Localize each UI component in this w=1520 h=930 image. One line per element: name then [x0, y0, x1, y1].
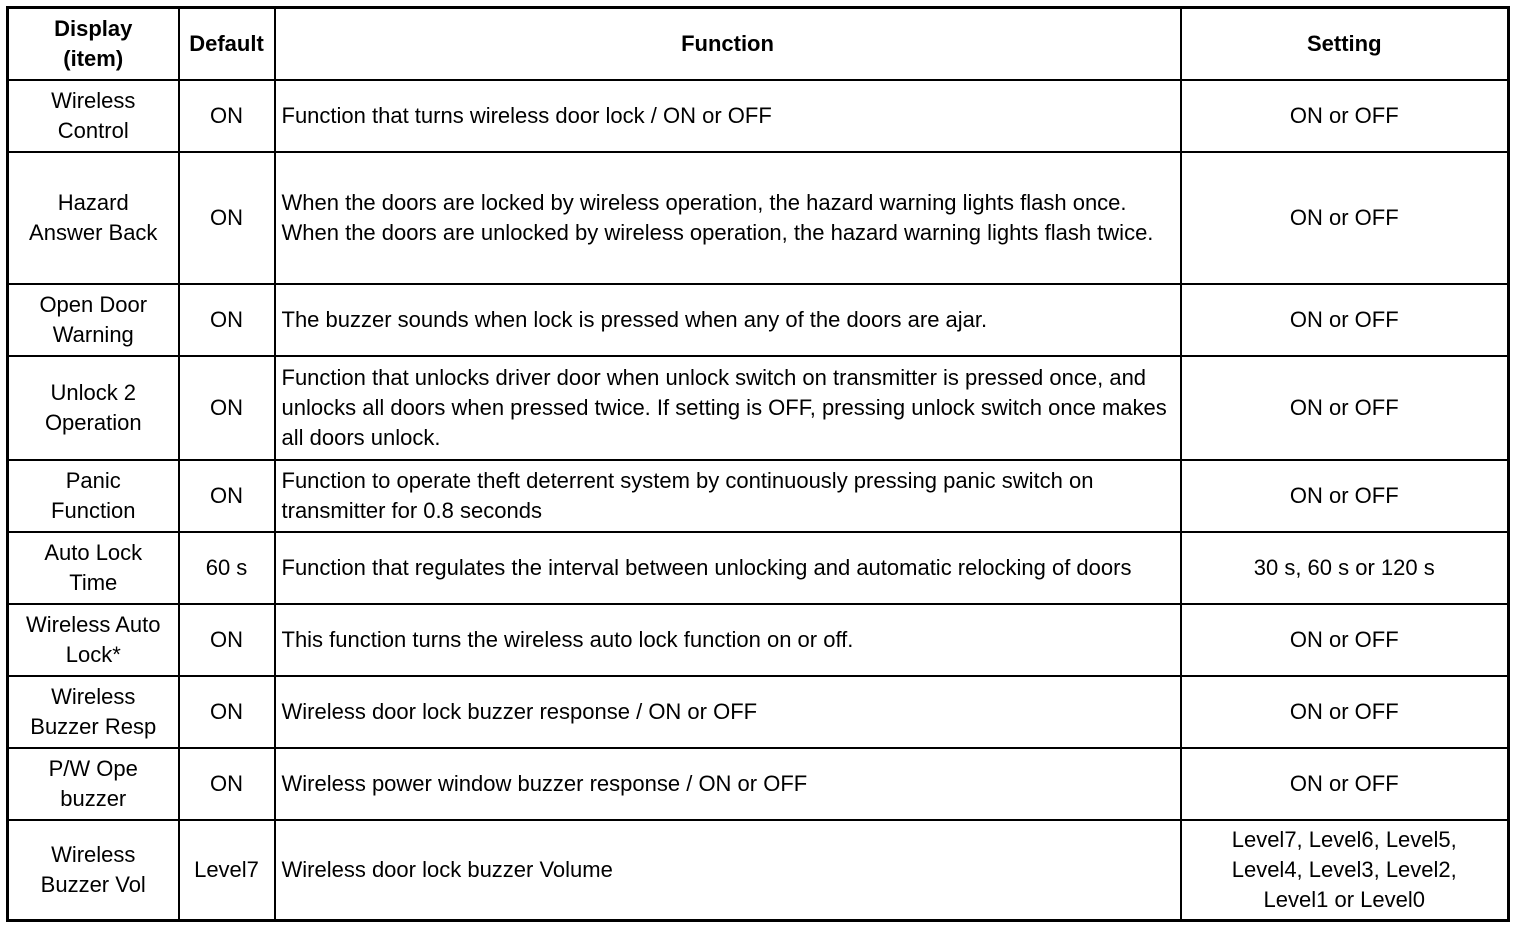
setting-cell: ON or OFF: [1181, 604, 1509, 676]
setting-cell: Level7, Level6, Level5, Level4, Level3, Level2, Level1 or Level0: [1181, 820, 1509, 921]
default-cell: Level7: [179, 820, 275, 921]
header-row: [8, 8, 1509, 81]
function-cell: Function to operate theft deterrent system by continuously pressing panic switch on transmitter for 0.8 seconds: [275, 460, 1181, 532]
default-cell: ON: [179, 152, 275, 284]
display-cell: Panic Function: [8, 460, 179, 532]
setting-cell: ON or OFF: [1181, 80, 1509, 152]
table-row: [8, 460, 1509, 532]
function-cell: Wireless door lock buzzer response / ON or OFF: [275, 676, 1181, 748]
default-cell: ON: [179, 284, 275, 356]
function-cell: Function that turns wireless door lock / ON or OFF: [275, 80, 1181, 152]
table-row: [8, 676, 1509, 748]
table-row: [8, 80, 1509, 152]
default-cell: ON: [179, 604, 275, 676]
display-cell: Open Door Warning: [8, 284, 179, 356]
header-setting: Setting: [1181, 8, 1509, 81]
table-row: [8, 748, 1509, 820]
setting-cell: ON or OFF: [1181, 356, 1509, 460]
table-row: [8, 284, 1509, 356]
header-default: Default: [179, 8, 275, 81]
table-row: [8, 604, 1509, 676]
display-cell: Hazard Answer Back: [8, 152, 179, 284]
display-cell: Wireless Auto Lock*: [8, 604, 179, 676]
setting-cell: 30 s, 60 s or 120 s: [1181, 532, 1509, 604]
function-cell: Wireless door lock buzzer Volume: [275, 820, 1181, 921]
table-row: [8, 532, 1509, 604]
display-cell: Unlock 2 Operation: [8, 356, 179, 460]
function-cell: Function that regulates the interval between unlocking and automatic relocking of doors: [275, 532, 1181, 604]
table-row: [8, 820, 1509, 921]
default-cell: ON: [179, 356, 275, 460]
setting-cell: ON or OFF: [1181, 152, 1509, 284]
function-cell: This function turns the wireless auto lock function on or off.: [275, 604, 1181, 676]
setting-cell: ON or OFF: [1181, 676, 1509, 748]
function-cell: Function that unlocks driver door when unlock switch on transmitter is pressed once, and unlocks all doors when pressed twice. If setting is OFF, pressing unlock switch once makes all doors unlock.: [275, 356, 1181, 460]
display-cell: Wireless Control: [8, 80, 179, 152]
display-cell: Auto Lock Time: [8, 532, 179, 604]
function-cell: The buzzer sounds when lock is pressed when any of the doors are ajar.: [275, 284, 1181, 356]
header-display: Display (item): [8, 8, 179, 81]
setting-cell: ON or OFF: [1181, 284, 1509, 356]
header-function: Function: [275, 8, 1181, 81]
setting-cell: ON or OFF: [1181, 460, 1509, 532]
default-cell: ON: [179, 676, 275, 748]
default-cell: ON: [179, 460, 275, 532]
display-cell: P/W Ope buzzer: [8, 748, 179, 820]
table-row: [8, 152, 1509, 284]
default-cell: ON: [179, 80, 275, 152]
customization-table: [6, 6, 1510, 922]
setting-cell: ON or OFF: [1181, 748, 1509, 820]
table-row: [8, 356, 1509, 460]
function-cell: Wireless power window buzzer response / ON or OFF: [275, 748, 1181, 820]
default-cell: 60 s: [179, 532, 275, 604]
display-cell: Wireless Buzzer Resp: [8, 676, 179, 748]
function-cell: When the doors are locked by wireless operation, the hazard warning lights flash once. When the doors are unlocked by wireless operation, the hazard warning lights flash twice.: [275, 152, 1181, 284]
default-cell: ON: [179, 748, 275, 820]
display-cell: Wireless Buzzer Vol: [8, 820, 179, 921]
